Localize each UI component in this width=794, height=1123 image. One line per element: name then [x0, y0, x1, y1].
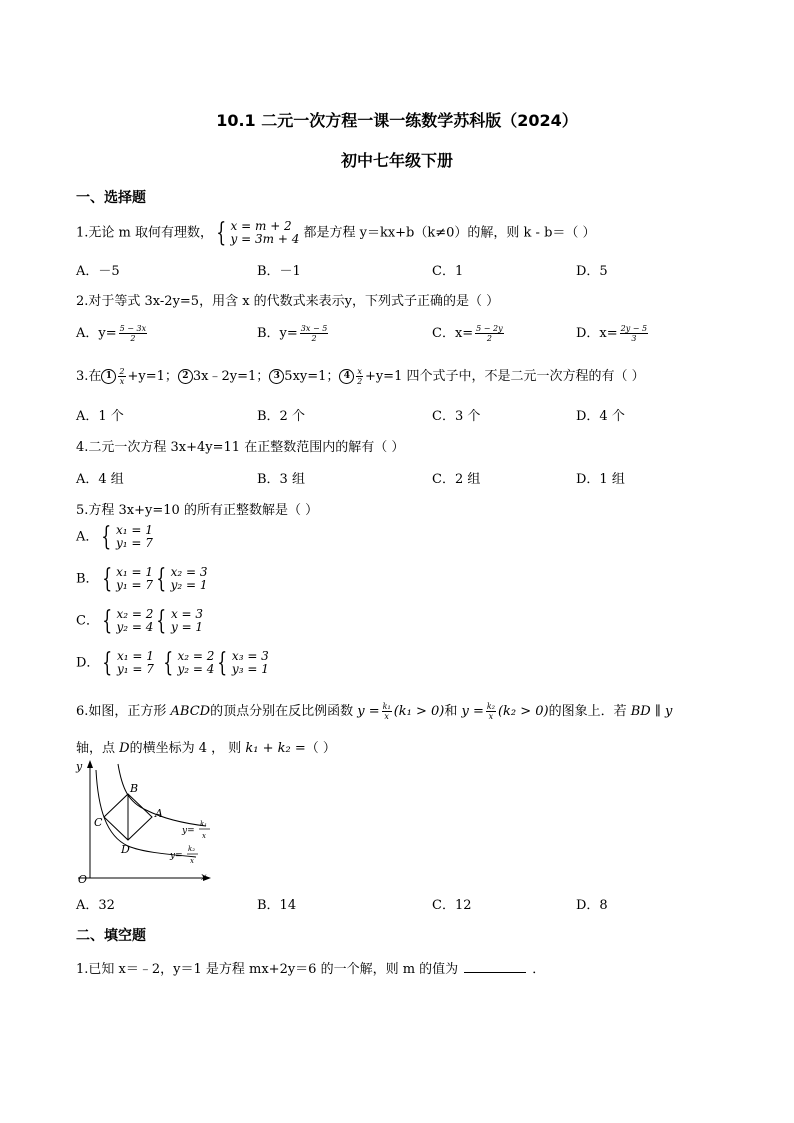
- question-5: 5.方程 3x+y=10 的所有正整数解是（ ）: [76, 503, 319, 518]
- q1-option-b: B．－1: [257, 264, 301, 279]
- q1-option-c: C．1: [432, 264, 464, 279]
- page-title: 10.1 二元一次方程一课一练数学苏科版（2024）: [216, 111, 578, 130]
- question-6-line-1: 6.如图，正方形 ABCD的顶点分别在反比例函数 y = $\frac{\text{k₁}}{x}$ (k₁ > 0)和 y = $\frac{\text{k₂}}{x}$ (k₂ > 0)的图象上．若 BD ∥ y: [76, 702, 673, 721]
- q5-option-d: D． { x₁ = 1 y₁ = 7 { x₂ = 2 y₂ = 4 { x₃ = 3 y₃ = 1: [76, 648, 269, 678]
- q3-option-d: D．4 个: [576, 409, 625, 424]
- circled-number-1: 1: [101, 369, 116, 384]
- q2-option-c: C．x= $\frac{5 - 2y}{2}$: [432, 324, 503, 343]
- section-fill-heading: 二、填空题: [76, 928, 146, 944]
- q6-option-b: B．14: [257, 898, 297, 913]
- q2-option-a: A．y= $\frac{5 - 3x}{2}$: [76, 324, 147, 343]
- q1-option-d: D．5: [576, 264, 608, 279]
- fig-label-d: D: [121, 843, 130, 856]
- fig-label-curve1-num: k₁: [200, 820, 208, 828]
- q6-figure: [72, 758, 222, 886]
- q1-option-a: A．－5: [76, 264, 120, 279]
- fig-label-curve2-y: y=: [170, 851, 183, 861]
- circled-number-2: 2: [178, 369, 193, 384]
- fig-label-origin: O: [78, 873, 88, 886]
- q4-option-a: A．4 组: [76, 472, 124, 487]
- fig-label-curve2-num: k₂: [188, 845, 196, 853]
- question-3: 3.在 1 $\frac{2}{x}$ +y=1； 2 3x﹣2y=1； 3 5xy=1； 4 $\frac{x}{2}$ +y=1 四个式子中，不是二元一次方程的有（ ）: [76, 367, 645, 386]
- question-2: 2.对于等式 3x-2y=5，用含 x 的代数式来表示y，下列式子正确的是（ ）: [76, 294, 500, 309]
- y-axis-arrow: [87, 760, 93, 768]
- q5-option-b: B． { x₁ = 1 y₁ = 7 { x₂ = 3 y₂ = 1: [76, 564, 208, 594]
- q5-option-c: C． { x₂ = 2 y₂ = 4 { x = 3 y = 1: [76, 606, 204, 636]
- q5-option-a: A． { x₁ = 1 y₁ = 7: [76, 522, 153, 552]
- fig-label-x: x: [201, 872, 207, 883]
- answer-blank[interactable]: [464, 960, 526, 973]
- q3-option-b: B．2 个: [257, 409, 305, 424]
- q6-option-c: C．12: [432, 898, 472, 913]
- circled-number-4: 4: [339, 369, 354, 384]
- question-1: 1.无论 m 取何有理数， { x = m + 2 y = 3m + 4 都是方程 y＝kx+b（k≠0）的解，则 k - b＝（ ）: [76, 218, 596, 248]
- q1-equation-system: { x = m + 2 y = 3m + 4: [216, 218, 300, 248]
- q4-option-d: D．1 组: [576, 472, 625, 487]
- fig-label-curve1-y: y=: [182, 826, 195, 836]
- section-choice-heading: 一、选择题: [76, 190, 146, 206]
- q2-option-d: D．x= $\frac{2y - 5}{3}$: [576, 324, 648, 343]
- fill-question-1: 1.已知 x＝﹣2，y＝1 是方程 mx+2y＝6 的一个解，则 m 的值为 ．: [76, 962, 546, 977]
- q4-option-c: C．2 组: [432, 472, 481, 487]
- q3-option-c: C．3 个: [432, 409, 481, 424]
- fig-label-y: y: [76, 760, 83, 773]
- fig-label-b: B: [130, 782, 139, 795]
- q6-option-a: A．32: [76, 898, 115, 913]
- fig-label-a: A: [155, 807, 163, 820]
- fig-label-curve2-den: x: [190, 857, 194, 865]
- page-subtitle: 初中七年级下册: [340, 151, 453, 170]
- curve-k2: [96, 770, 196, 857]
- q3-option-a: A．1 个: [76, 409, 124, 424]
- circled-number-3: 3: [269, 369, 284, 384]
- question-6-line-2: 轴，点 D的横坐标为 4 ， 则 k₁ + k₂ =（ ）: [76, 741, 336, 756]
- fig-label-c: C: [94, 816, 103, 829]
- q4-option-b: B．3 组: [257, 472, 305, 487]
- q2-option-b: B．y= $\frac{3x - 5}{2}$: [257, 324, 328, 343]
- fig-label-curve1-den: x: [202, 832, 206, 840]
- question-4: 4.二元一次方程 3x+4y=11 在正整数范围内的解有（ ）: [76, 440, 405, 455]
- q6-option-d: D．8: [576, 898, 608, 913]
